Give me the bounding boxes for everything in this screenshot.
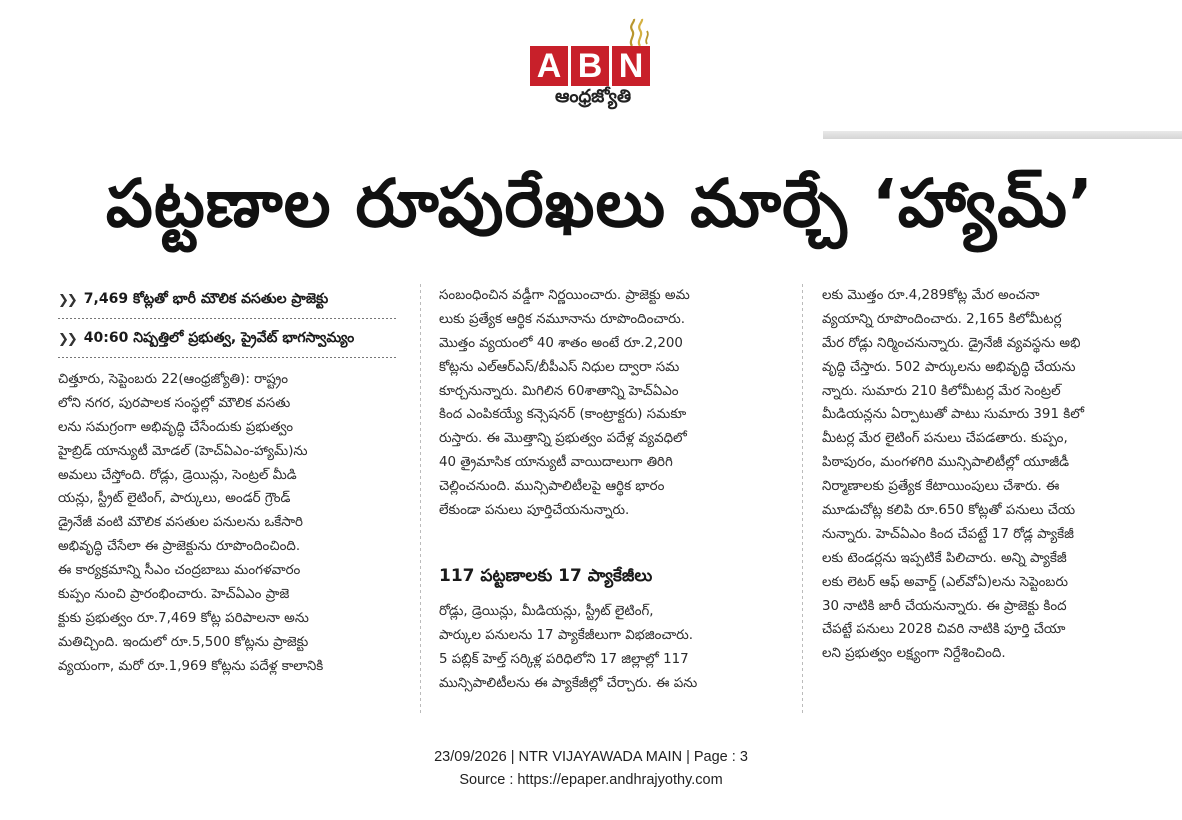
column-divider: [420, 284, 421, 714]
text-line: 5 పబ్లిక్‌ హెల్త్‌ సర్కిళ్ల పరిధిలోని 17 జిల్లాల్లో 117: [439, 651, 689, 667]
text-line: లోని నగర, పురపాలక సంస్థల్లో మౌలిక వసతు: [58, 395, 291, 411]
text-line: వృద్ధి చేస్తారు. 502 పార్కులను అభివృద్ధి చేయను: [822, 359, 1076, 375]
logo-subtitle: ఆంధ్రజ్యోతి: [554, 86, 632, 107]
text-line: న్నారు. సుమారు 210 కిలోమీటర్ల మేర సెంట్రల్‌: [822, 383, 1061, 399]
text-line: లకు మొత్తం రూ.4,289కోట్ల మేర అంచనా: [822, 288, 1040, 303]
text-line: చేపట్టే పనులు 2028 చివరి నాటికి పూర్తి చేయా: [822, 622, 1066, 638]
text-line: నున్నారు. హెచ్‌ఏఎం కింద చేపట్టే 17 రోడ్ల ప్యాకేజీ: [822, 526, 1074, 542]
double-chevron-icon: ❯❯: [58, 331, 76, 347]
article-column-1: [58, 368, 400, 679]
text-line: లని ప్రభుత్వం లక్ష్యంగా నిర్దేశించింది.: [822, 646, 1006, 662]
text-line: క్టుకు ప్రభుత్వం రూ.7,469 కోట్ల పరిపాలనా అను: [58, 610, 309, 626]
bullet-text: 40:60 నిష్పత్తిలో ప్రభుత్వ, ప్రైవేట్‌ భాగస్వామ్యం: [83, 329, 355, 346]
text-line: అభివృద్ధి చేసేలా ఈ ప్రాజెక్టును రూపొందించింది.: [58, 539, 301, 555]
text-line: మూడుచోట్ల కలిపి రూ.650 కోట్లతో పనులు చేయ: [822, 503, 1076, 519]
text-line: లను సమగ్రంగా అభివృద్ధి చేసేందుకు ప్రభుత్వం: [58, 419, 294, 435]
footer-edition-line: 23/09/2026 | NTR VIJAYAWADA MAIN | Page : 3: [434, 749, 748, 765]
text-line: చిత్తూరు, సెప్టెంబరు 22(ఆంధ్రజ్యోతి): రాష్ట్రం: [58, 372, 289, 387]
text-line: హైబ్రిడ్‌ యాన్యుటీ మోడల్‌ (హెచ్‌ఏఎం-హ్యామ్‌)ను: [58, 443, 308, 459]
text-line: 30 నాటికి జారీ చేయనున్నారు. ఈ ప్రాజెక్టు కింద: [822, 598, 1067, 614]
logo-letter-b: B: [571, 46, 609, 86]
article-column-2: [439, 284, 779, 523]
steam-icon: [626, 18, 652, 48]
text-line: సంబంధించిన వడ్డీగా నిర్ణయించారు. ప్రాజెక్టు అమ: [439, 288, 690, 303]
text-line: లేకుండా పనులు పూర్తిచేయనున్నారు.: [439, 503, 630, 519]
text-line: మొత్తం వ్యయంలో 40 శాతం అంటే రూ.2,200: [439, 335, 683, 351]
text-line: లకు లెటర్‌ ఆఫ్‌ అవార్డ్‌ (ఎల్‌వోఏ)లను సెప్టెంబరు: [822, 574, 1069, 590]
text-line: 40 త్రైమాసిక యాన్యుటీ వాయిదాలుగా తిరిగి: [439, 455, 673, 471]
logo-letter-n: N: [612, 46, 650, 86]
footer-source-line: Source : https://epaper.andhrajyothy.com: [459, 772, 723, 788]
text-line: ఈ కార్యక్రమాన్ని సీఎం చంద్రబాబు మంగళవారం: [58, 563, 301, 579]
text-line: రుస్తారు. ఈ మొత్తాన్ని ప్రభుత్వం పదేళ్ల వ్యవధిలో: [439, 431, 687, 447]
text-line: రోడ్లు, డ్రెయిన్లు, మీడియన్లు, స్ట్రీట్‌ లైటింగ్‌,: [439, 604, 654, 619]
text-line: యన్లు, స్ట్రీట్‌ లైటింగ్‌, పార్కులు, అండర్‌ గ్రౌండ్‌: [58, 491, 291, 507]
text-line: చెల్లించనుంది. మున్సిపాలిటీలపై ఆర్థిక భారం: [439, 479, 665, 495]
section-subheading: 117 పట్టణాలకు 17 ప్యాకేజీలు: [439, 566, 653, 586]
bullet-text: 7,469 కోట్లతో భారీ మౌలిక వసతుల ప్రాజెక్టు: [83, 290, 329, 307]
text-line: పిఠాపురం, మంగళగిరి మున్సిపాలిటీల్లో యూజీడీ: [822, 455, 1070, 471]
text-line: మేర రోడ్లు నిర్మించనున్నారు. డ్రైనేజీ వ్యవస్థను అభి: [822, 335, 1081, 351]
text-line: వ్యయంగా, మరో రూ.1,969 కోట్లను పదేళ్ల కాలానికి: [58, 658, 324, 674]
logo-letter-a: A: [530, 46, 568, 86]
article-column-3: [822, 284, 1164, 666]
bullet-divider: [58, 357, 398, 358]
text-line: కుప్పం నుంచి ప్రారంభించారు. హెచ్‌ఏఎం ప్రాజె: [58, 587, 290, 603]
text-line: మున్సిపాలిటీలను ఈ ప్యాకేజీల్లో చేర్చారు. ఈ పను: [439, 675, 698, 691]
abn-letters: [530, 46, 650, 86]
abn-logo: [530, 18, 656, 107]
text-line: వ్యయాన్ని రూపొందించారు. 2,165 కిలోమీటర్ల: [822, 311, 1062, 327]
double-chevron-icon: ❯❯: [58, 292, 76, 308]
headline: పట్టణాల రూపురేఖలు మార్చే ‘హ్యామ్‌’: [105, 165, 1095, 242]
bullet-point-1: [58, 289, 328, 311]
text-line: మతిచ్చింది. ఇందులో రూ.5,500 కోట్లను ప్రాజెక్టు: [58, 634, 309, 650]
text-line: కూర్చనున్నారు. మిగిలిన 60శాతాన్ని హెచ్‌ఏఎం: [439, 383, 679, 399]
text-line: మీటర్ల మేర లైటింగ్‌ పనులు చేపడతారు. కుప్పం,: [822, 431, 1068, 447]
article-column-2-continued: [439, 600, 779, 696]
header-divider-bar: [823, 131, 1182, 139]
text-line: నిర్మాణాలకు ప్రత్యేక కేటాయింపులు చేశారు. ఈ: [822, 479, 1060, 495]
text-line: కోట్లను ఎల్‌ఆర్‌ఎస్‌/బీపీఎస్‌ నిధుల ద్వారా సమ: [439, 359, 680, 375]
text-line: లుకు ప్రత్యేక ఆర్థిక నమూనాను రూపొందించారు.: [439, 311, 686, 327]
text-line: మీడియన్లను ఏర్పాటుతో పాటు సుమారు 391 కిలో: [822, 407, 1085, 423]
bullet-divider: [58, 318, 398, 319]
text-line: డ్రైనేజీ వంటి మౌలిక వసతుల పనులను ఒకేసారి: [58, 515, 303, 531]
column-divider: [802, 284, 803, 714]
text-line: లకు టెండర్లను ఇప్పటికే పిలిచారు. అన్ని ప్యాకేజీ: [822, 550, 1067, 566]
text-line: అమలు చేస్తోంది. రోడ్లు, డ్రెయిన్లు, సెంట్రల్‌ మీడి: [58, 467, 297, 483]
bullet-point-2: [58, 328, 354, 350]
text-line: కింద ఎంపికయ్యే కన్సెషనర్‌ (కాంట్రాక్టరు) సమకూ: [439, 407, 687, 423]
text-line: పార్కుల పనులను 17 ప్యాకేజీలుగా విభజించారు.: [439, 627, 694, 643]
